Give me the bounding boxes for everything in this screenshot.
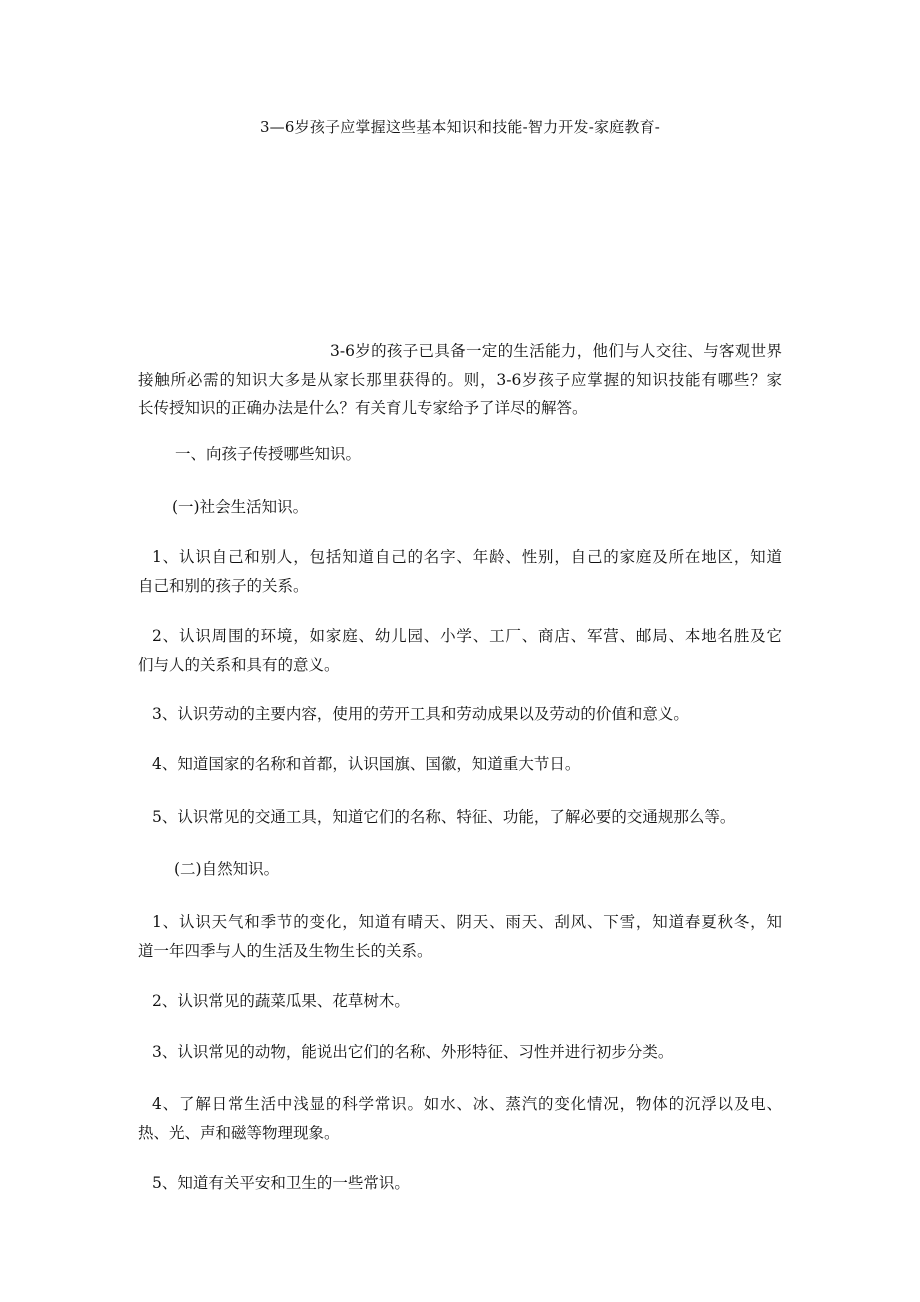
paragraph-line: 2、认识常见的蔬菜瓜果、花草树木。 — [152, 992, 410, 1010]
paragraph-line: 3-6岁的孩子已具备一定的生活能力，他们与人交往、与客观世界 — [330, 342, 782, 360]
paragraph-subsection-2 — [138, 855, 782, 884]
paragraph-social-2 — [138, 622, 782, 679]
paragraph-nature-5 — [138, 1169, 782, 1198]
paragraph-line: 一、向孩子传授哪些知识。 — [175, 445, 362, 463]
paragraph-line: 2、认识周围的环境，如家庭、幼儿园、小学、工厂、商店、军营、邮局、本地名胜及它 — [152, 627, 782, 645]
document-title: 3—6岁孩子应掌握这些基本知识和技能-智力开发-家庭教育- — [259, 118, 661, 136]
paragraph-line: 3、认识劳动的主要内容，使用的劳开工具和劳动成果以及劳动的价值和意义。 — [152, 705, 689, 723]
paragraph-social-1 — [138, 543, 782, 600]
paragraph-line: 接触所必需的知识大多是从家长那里获得的。则，3-6岁孩子应掌握的知识技能有哪些？家 — [138, 370, 782, 389]
paragraph-line: 道一年四季与人的生活及生物生长的关系。 — [138, 941, 433, 960]
paragraph-line: 1、认识天气和季节的变化，知道有晴天、阴天、雨天、刮风、下雪，知道春夏秋冬，知 — [152, 913, 782, 931]
paragraph-nature-2 — [138, 987, 782, 1016]
paragraph-social-4 — [138, 750, 782, 779]
paragraph-social-3 — [138, 700, 782, 729]
paragraph-nature-4 — [138, 1090, 782, 1147]
paragraph-nature-1 — [138, 908, 782, 965]
paragraph-social-5 — [138, 803, 782, 832]
paragraph-line: (二)自然知识。 — [174, 860, 280, 878]
paragraph-subsection-1 — [138, 493, 782, 522]
paragraph-line: 4、知道国家的名称和首都，认识国旗、国徽，知道重大节日。 — [152, 755, 581, 773]
paragraph-line: 5、知道有关平安和卫生的一些常识。 — [152, 1174, 410, 1192]
paragraph-line: 长传授知识的正确办法是什么？有关育儿专家给予了详尽的解答。 — [138, 399, 588, 417]
paragraph-line: 们与人的关系和具有的意义。 — [138, 655, 340, 674]
paragraph-line: 热、光、声和磁等物理现象。 — [138, 1123, 340, 1142]
paragraph-line: 1、认识自己和别人，包括知道自己的名字、年龄、性别，自己的家庭及所在地区，知道 — [152, 548, 782, 566]
paragraph-line: (一)社会生活知识。 — [172, 498, 309, 516]
paragraph-line: 5、认识常见的交通工具，知道它们的名称、特征、功能，了解必要的交通规那么等。 — [152, 808, 736, 826]
paragraph-nature-3 — [138, 1038, 782, 1067]
paragraph-line: 3、认识常见的动物，能说出它们的名称、外形特征、习性并进行初步分类。 — [152, 1043, 674, 1061]
paragraph-intro — [138, 337, 782, 423]
paragraph-section-1 — [138, 440, 782, 469]
paragraph-line: 自己和别的孩子的关系。 — [138, 576, 309, 595]
paragraph-line: 4、了解日常生活中浅显的科学常识。如水、冰、蒸汽的变化情况，物体的沉浮以及电、 — [152, 1095, 782, 1113]
